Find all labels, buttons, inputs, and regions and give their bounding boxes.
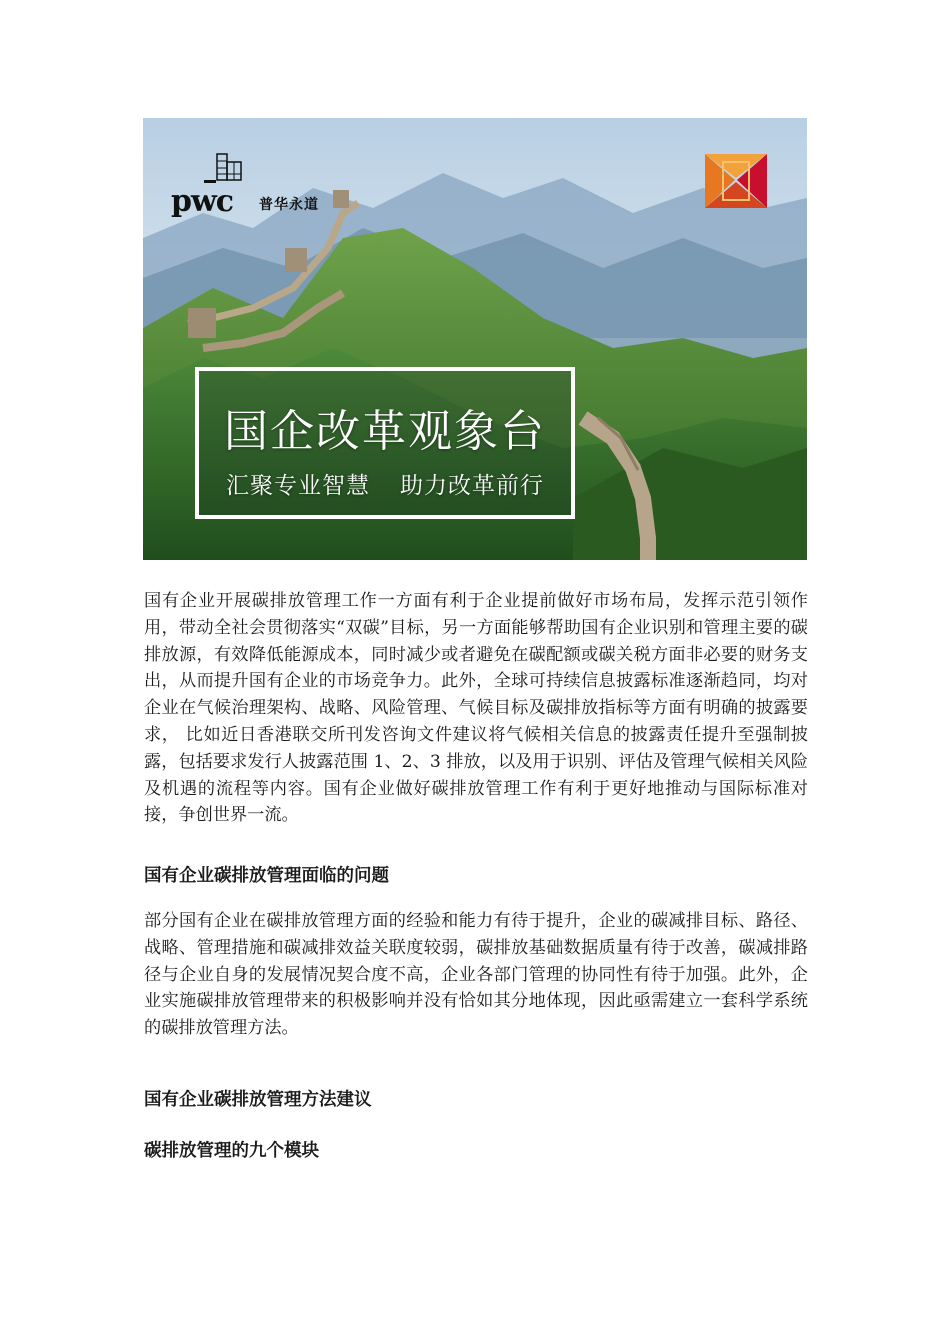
- banner-subtitle-right: 助力改革前行: [400, 473, 544, 499]
- problems-paragraph: 部分国有企业在碳排放管理方面的经验和能力有待于提升，企业的碳减排目标、路径、战略、管理措施和碳减排效益关联度较弱，碳排放基础数据质量有待于改善，碳减排路径与企业自身的发展情况契合度不高，企业各部门管理的协同性有待于加强。此外，企业实施碳排放管理带来的积极影响并没有恰如其分地体现，因此亟需建立一套科学系统的碳排放管理方法。: [144, 911, 808, 1039]
- banner-title: 国企改革观象台: [224, 406, 546, 457]
- pwc-logo: [171, 152, 346, 222]
- subsection-heading-modules: 碳排放管理的九个模块: [144, 1141, 319, 1161]
- pwc-chinese-name: 普华永道: [259, 197, 319, 213]
- pwc-logo-bar: [204, 180, 216, 183]
- banner-image: [143, 118, 807, 560]
- banner-subtitle: [199, 467, 571, 500]
- section-heading-suggestions: 国有企业碳排放管理方法建议: [144, 1090, 372, 1110]
- pwc-logo-text: pwc: [171, 184, 234, 219]
- title-box: [195, 367, 575, 519]
- section-heading-problems: 国有企业碳排放管理面临的问题: [144, 866, 389, 886]
- intro-paragraph: 国有企业开展碳排放管理工作一方面有利于企业提前做好市场布局，发挥示范引领作用，带动全社会贯彻落实“双碳”目标，另一方面能够帮助国有企业识别和管理主要的碳排放源，有效降低能源成本，同时减少或者避免在碳配额或碳关税方面非必要的财务支出，从而提升国有企业的市场竞争力。此外，全球可持续信息披露标准逐渐趋同，均对企业在气候治理架构、战略、风险管理、气候目标及碳排放指标等方面有明确的披露要求， 比如近日香港联交所刊发咨询文件建议将气候相关信息的披露责任提升至强制披露，包括要求发行人披露范围 1、2、3 排放，以及用于识别、评估及管理气候相关风险及机遇的流程等内容。国有企业做好碳排放管理工作有利于更好地推动与国际标准对接，争创世界一流。: [144, 591, 808, 826]
- state-enterprise-logo-icon: [701, 150, 771, 215]
- building-icon: [215, 152, 245, 182]
- banner-subtitle-left: 汇聚专业智慧: [226, 473, 370, 499]
